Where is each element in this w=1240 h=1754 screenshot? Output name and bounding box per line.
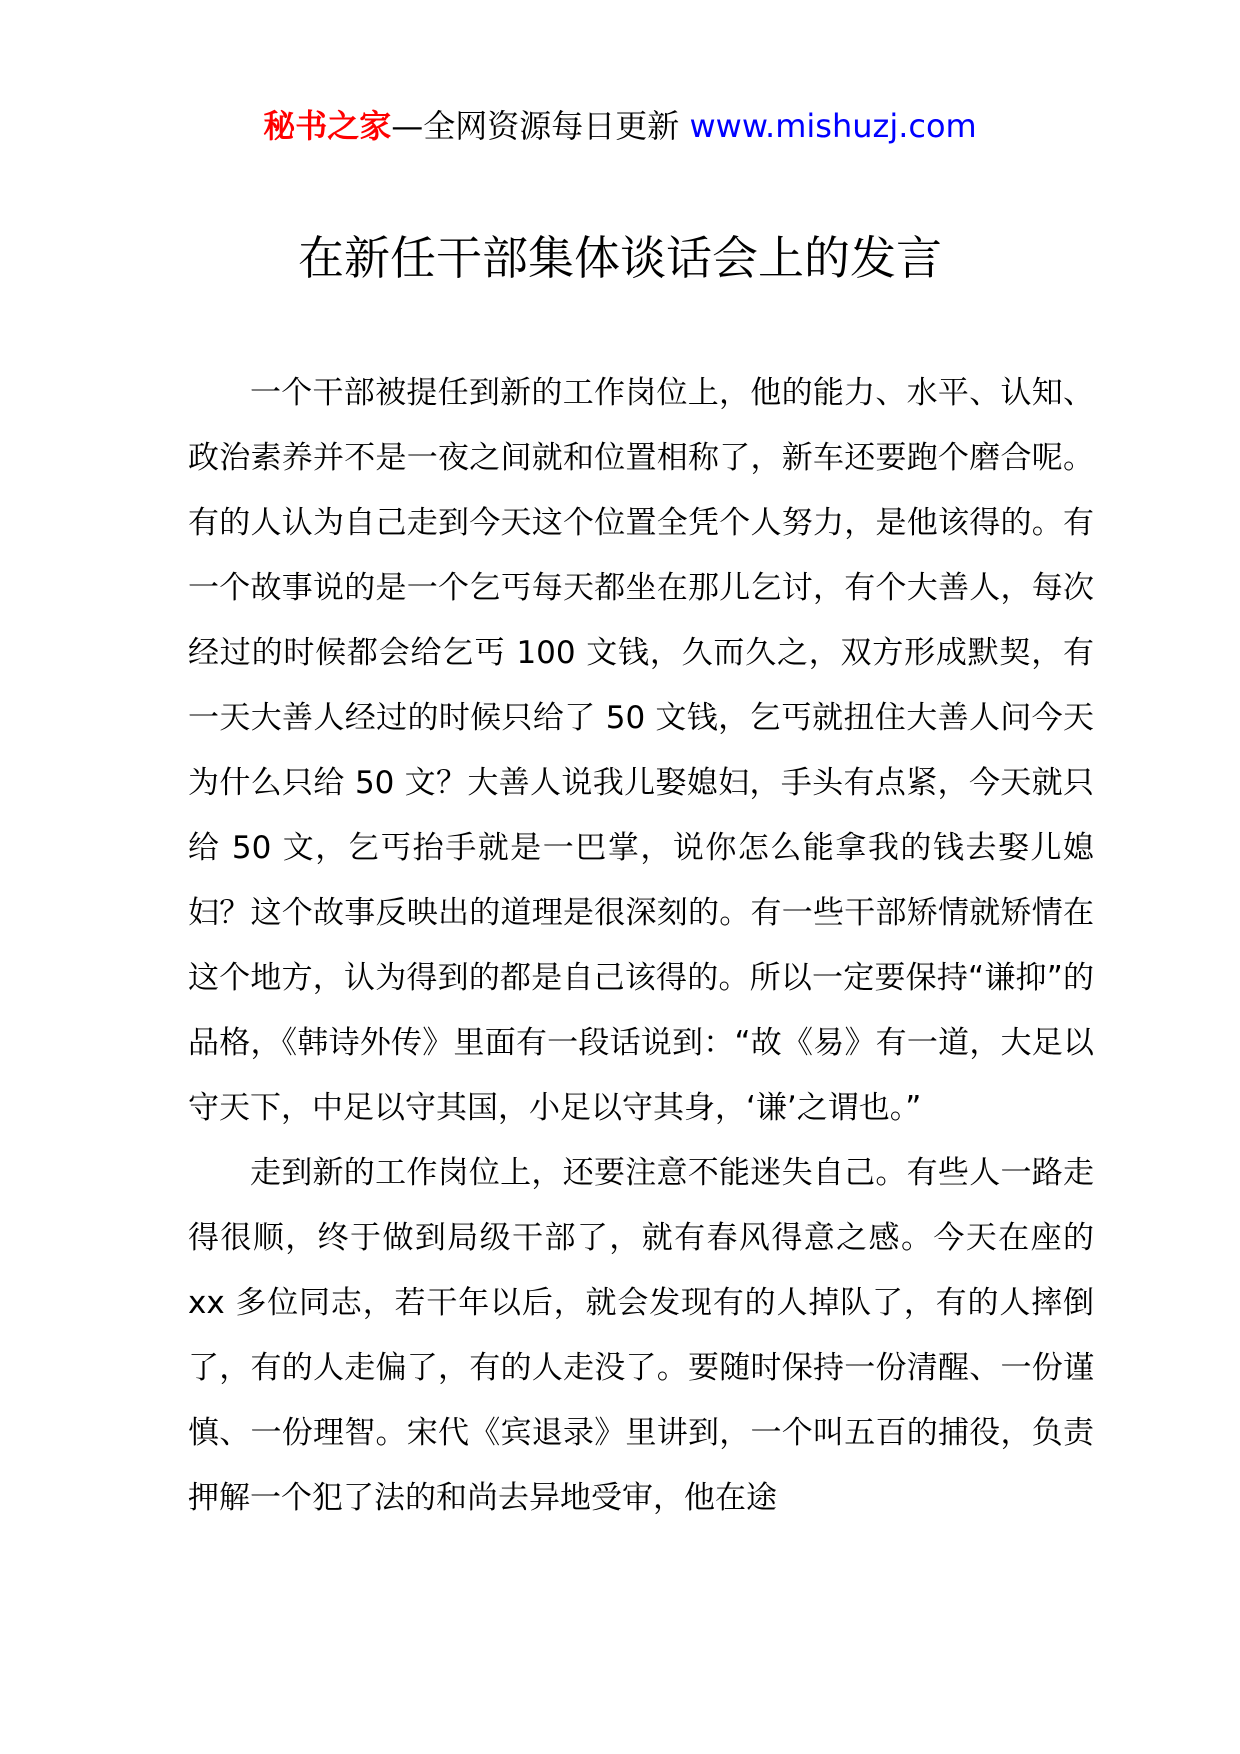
document-body	[188, 361, 1094, 1531]
site-url-link[interactable]: www.mishuzj.com	[689, 107, 977, 145]
site-tagline: —全网资源每日更新	[391, 107, 690, 145]
site-header	[0, 104, 1240, 148]
paragraph-1: 一个干部被提任到新的工作岗位上，他的能力、水平、认知、政治素养并不是一夜之间就和位置相称了，新车还要跑个磨合呢。有的人认为自己走到今天这个位置全凭个人努力，是他该得的。有一个故事说的是一个乞丐每天都坐在那儿乞讨，有个大善人，每次经过的时候都会给乞丐 100 文钱，久而久之，双方形成默契，有一天大善人经过的时候只给了 50 文钱，乞丐就扭住大善人问今天为什么只给 50 文？大善人说我儿娶媳妇，手头有点紧，今天就只给 50 文，乞丐抬手就是一巴掌，说你怎么能拿我的钱去娶儿媳妇？这个故事反映出的道理是很深刻的。有一些干部矫情就矫情在这个地方，认为得到的都是自己该得的。所以一定要保持“谦抑”的品格，《韩诗外传》里面有一段话说到：“故《易》有一道，大足以守天下，中足以守其国，小足以守其身，‘谦’之谓也。”	[188, 375, 1094, 1126]
site-brand: 秘书之家	[263, 107, 392, 145]
paragraph-2: 走到新的工作岗位上，还要注意不能迷失自己。有些人一路走得很顺，终于做到局级干部了，就有春风得意之感。今天在座的 xx 多位同志，若干年以后，就会发现有的人掉队了，有的人摔倒了，有的人走偏了，有的人走没了。要随时保持一份清醒、一份谨慎、一份理智。宋代《宾退录》里讲到，一个叫五百的捕役，负责押解一个犯了法的和尚去异地受审，他在途	[188, 1155, 1094, 1516]
document-title: 在新任干部集体谈话会上的发言	[298, 231, 942, 285]
